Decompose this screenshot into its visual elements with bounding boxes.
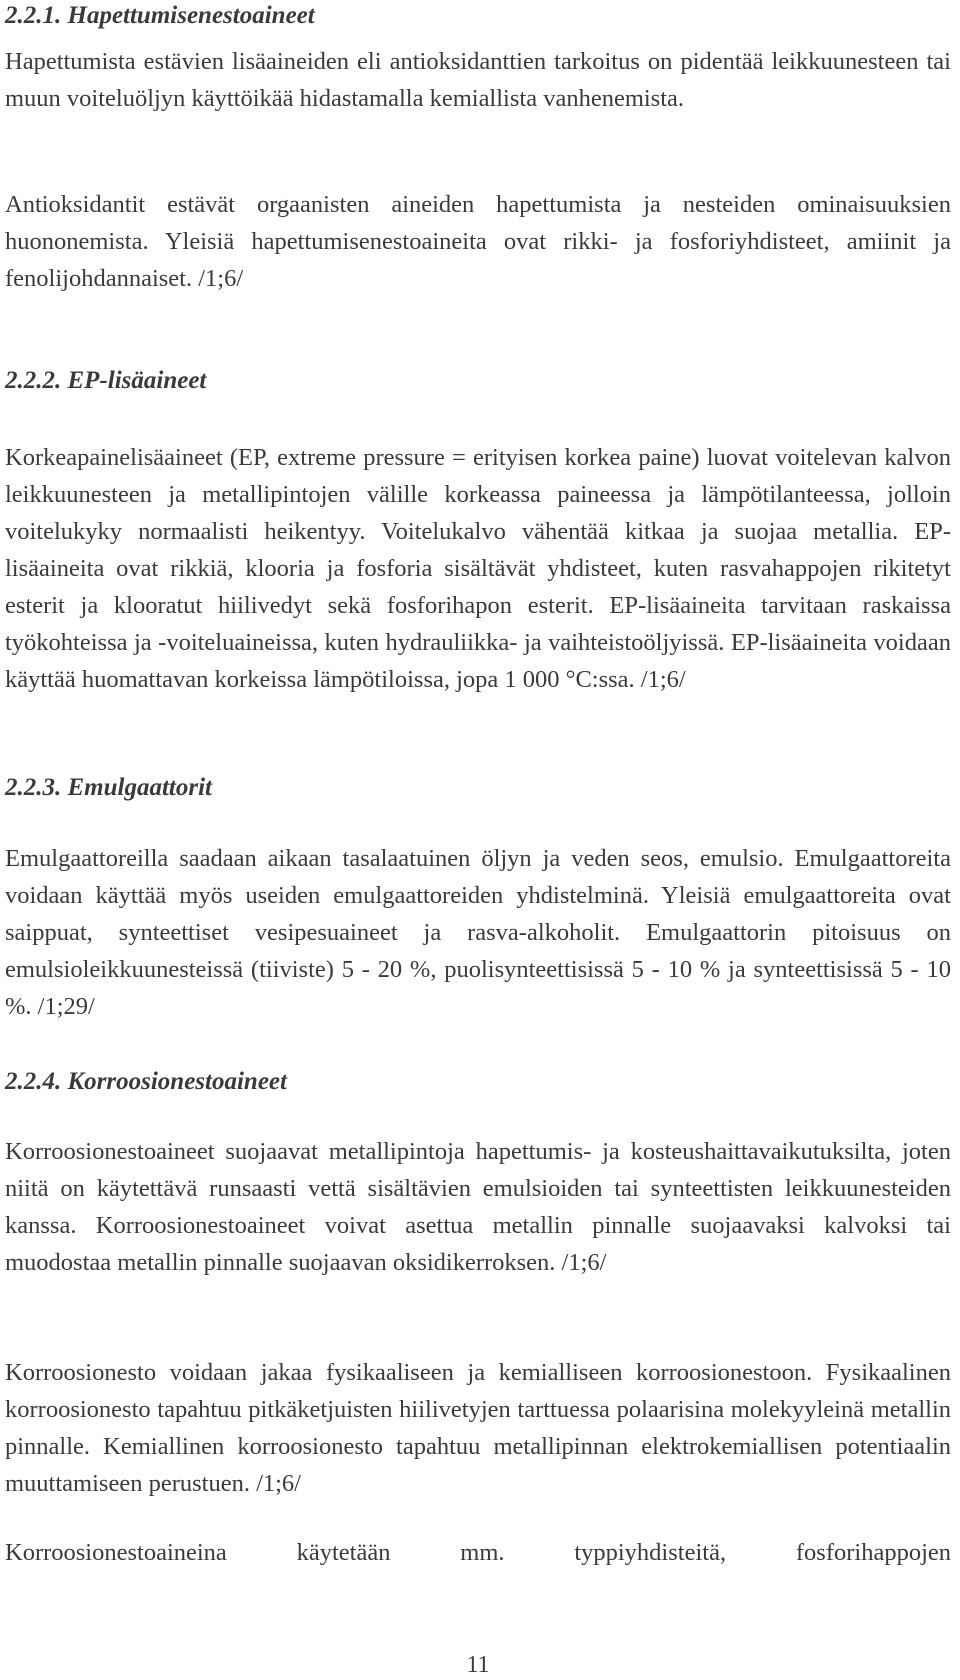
paragraph-corrosion-substances: Korroosionestoaineina käytetään mm. typpiyhdisteitä, fosforihappojen — [5, 1539, 951, 1566]
paragraph-ep-additives: Korkeapainelisäaineet (EP, extreme pressure = erityisen korkea paine) luovat voitelevan kalvon leikkuunesteen ja metallipintojen välille korkeassa paineessa ja lämpötilanteessa, jolloin voitelukyky normaalisti heikentyy. Voitelukalvo vähentää kitkaa ja suojaa metallia. EP-lisäaineita ovat rikkiä, klooria ja fosforia sisältävät yhdisteet, kuten rasvahappojen rikitetyt esterit ja klooratut hiilivedyt sekä fosforihapon esterit. EP-lisäaineita tarvitaan raskaissa työkohteissa ja -voiteluaineissa, kuten hydrauliikka- ja vaihteistoöljyissä. EP-lisäaineita voidaan käyttää huomattavan korkeissa lämpötiloissa, jopa 1 000 °C:ssa. /1;6/ — [5, 444, 951, 693]
section-heading-antioxidants: 2.2.1. Hapettumisenestoaineet — [5, 2, 315, 29]
section-heading-ep-additives: 2.2.2. EP-lisäaineet — [5, 367, 207, 394]
page-number: 11 — [466, 1652, 490, 1678]
paragraph-antioxidants-purpose: Hapettumista estävien lisäaineiden eli antioksidanttien tarkoitus on pidentää leikkuunesteen tai muun voiteluöljyn käyttöikää hidastamalla kemiallista vanhenemista. — [5, 48, 951, 112]
paragraph-emulsifiers: Emulgaattoreilla saadaan aikaan tasalaatuinen öljyn ja veden seos, emulsio. Emulgaattoreita voidaan käyttää myös useiden emulgaattoreiden yhdistelminä. Yleisiä emulgaattoreita ovat saippuat, synteettiset vesipesuaineet ja rasva-alkoholit. Emulgaattorin pitoisuus on emulsioleikkuunesteissä (tiiviste) 5 - 20 %, puolisynteettisissä 5 - 10 % ja synteettisissä 5 - 10 %. /1;29/ — [5, 845, 951, 1020]
paragraph-corrosion-inhibitors: Korroosionestoaineet suojaavat metallipintoja hapettumis- ja kosteushaittavaikutuksilta, joten niitä on käytettävä runsaasti vettä sisältävien emulsioiden tai synteettisten leikkuunesteiden kanssa. Korroosionestoaineet voivat asettua metallin pinnalle suojaavaksi kalvoksi tai muodostaa metallin pinnalle suojaavan oksidikerroksen. /1;6/ — [5, 1138, 951, 1276]
section-heading-emulsifiers: 2.2.3. Emulgaattorit — [5, 774, 212, 801]
paragraph-corrosion-types: Korroosionesto voidaan jakaa fysikaaliseen ja kemialliseen korroosionestoon. Fysikaalinen korroosionesto tapahtuu pitkäketjuisten hiilivetyjen tarttuessa polaarisina molekyyleinä metallin pinnalle. Kemiallinen korroosionesto tapahtuu metallipinnan elektrokemiallisen potentiaalin muuttamiseen perustuen. /1;6/ — [5, 1359, 951, 1497]
paragraph-antioxidants-types: Antioksidantit estävät orgaanisten aineiden hapettumista ja nesteiden ominaisuuksien huononemista. Yleisiä hapettumisenestoaineita ovat rikki- ja fosforiyhdisteet, amiinit ja fenolijohdannaiset. /1;6/ — [5, 191, 951, 292]
section-heading-corrosion-inhibitors: 2.2.4. Korroosionestoaineet — [5, 1068, 287, 1095]
